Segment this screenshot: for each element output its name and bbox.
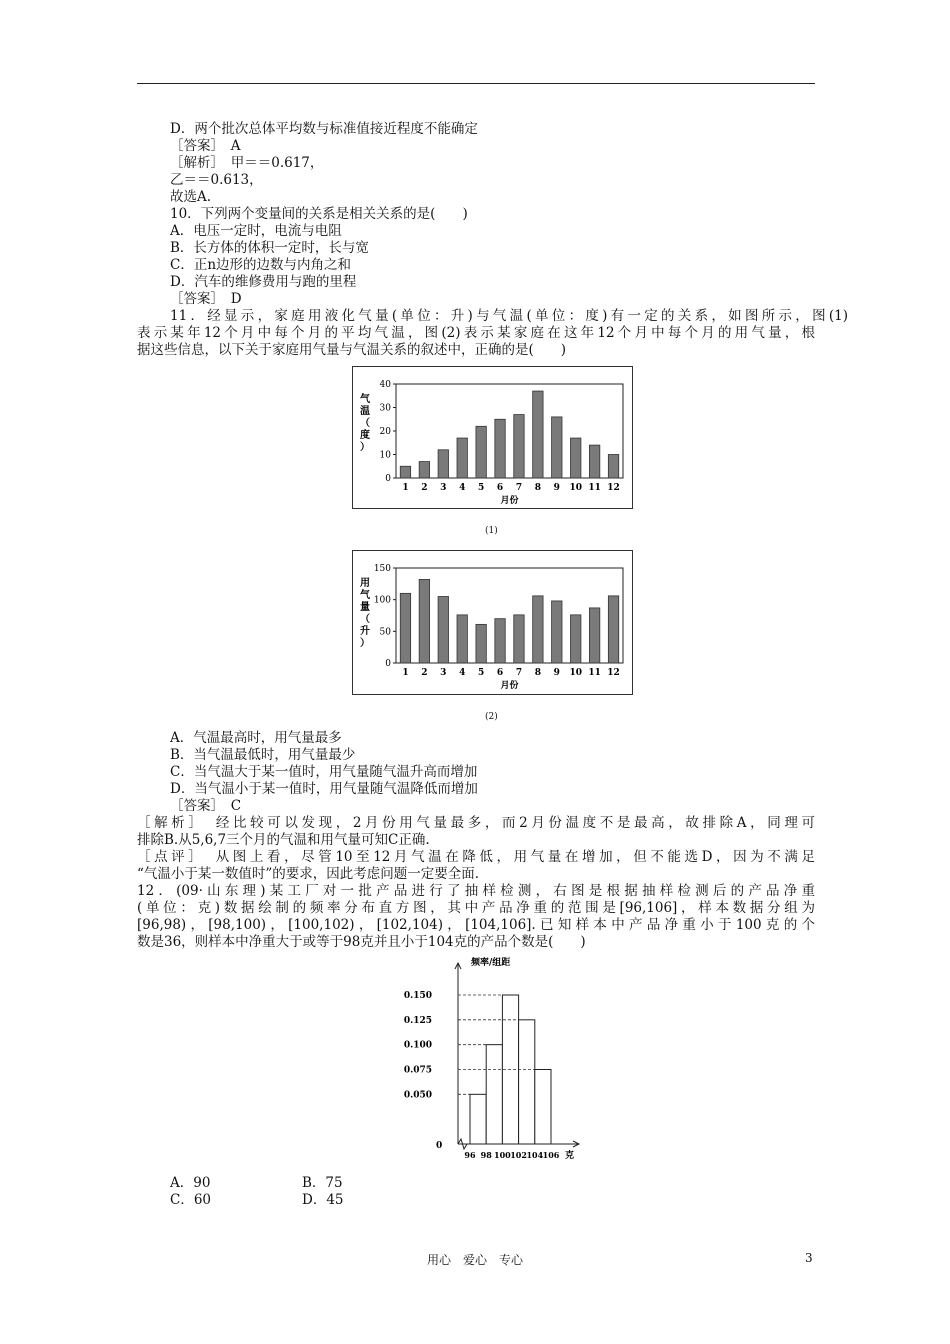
bar <box>476 624 486 663</box>
x-axis-label: 克 <box>565 1151 575 1161</box>
text-line: 故选A. <box>170 189 212 205</box>
x-tick-label: 96 <box>464 1150 476 1160</box>
x-tick-label: 10 <box>569 483 582 493</box>
bar <box>400 593 410 663</box>
bar <box>514 415 524 478</box>
x-tick-label: 4 <box>459 668 466 678</box>
y-tick-label: 40 <box>379 380 391 390</box>
text-line: ［解析］ 经比较可以发现，2月份用气量最多，而2月份温度不是最高，故排除A，同理可 <box>137 815 815 831</box>
x-tick-label: 7 <box>515 668 523 678</box>
y-tick-label: 0.050 <box>403 1090 432 1101</box>
text-line: C．当气温大于某一值时，用气量随气温升高而增加 <box>170 764 478 780</box>
plot-area <box>396 568 623 663</box>
x-tick-label: 104 <box>526 1150 544 1160</box>
x-tick-label: 10 <box>569 668 582 678</box>
text-line: 乙＝＝0.613， <box>170 172 263 188</box>
y-tick-label: 150 <box>373 564 391 574</box>
bar <box>571 438 581 478</box>
text-line: B．当气温最低时，用气量最少 <box>170 747 356 763</box>
bar <box>589 608 599 663</box>
y-tick-label: 10 <box>379 450 391 461</box>
text-line: 排除B.从5,6,7三个月的气温和用气量可知C正确. <box>137 832 430 848</box>
x-tick-label: 6 <box>496 483 504 493</box>
page-footer: 用心 爱心 专心 <box>426 1253 523 1267</box>
text-line: 据这些信息，以下关于家庭用气量与气温关系的叙述中，正确的是( ) <box>137 342 567 358</box>
x-tick-label: 98 <box>480 1150 492 1160</box>
y-tick-label: 0 <box>385 474 391 484</box>
x-tick-label: 5 <box>477 483 485 493</box>
text-line: A．电压一定时，电流与电阻 <box>170 223 342 239</box>
y-tick-label: 0.075 <box>403 1065 432 1076</box>
y-tick-label: 100 <box>373 595 391 606</box>
x-tick-label: 9 <box>553 483 560 493</box>
text-line: [96,98)，[98,100)，[100,102)，[102,104)，[104,106].已知样本中产品净重小于100克的个 <box>137 917 815 933</box>
histogram-bar <box>470 1094 486 1144</box>
y-axis-label-char: 度 <box>360 430 370 441</box>
text-line: 表示某年12个月中每个月的平均气温，图(2)表示某家庭在这年12个月中每个月的用气量，根 <box>137 325 815 341</box>
x-tick-label: 6 <box>496 668 504 678</box>
x-tick-label: 7 <box>515 483 523 493</box>
bar <box>476 426 486 478</box>
y-tick-label: 50 <box>379 627 391 638</box>
bar <box>533 391 543 478</box>
x-tick-label: 3 <box>440 668 447 678</box>
text-line: “气温小于某一数值时”的要求，因此考虑问题一定要全面. <box>137 866 480 882</box>
x-tick-label: 1 <box>402 668 409 678</box>
histogram-bar <box>519 1020 535 1144</box>
bar <box>457 438 467 478</box>
y-tick-label: 0.100 <box>403 1040 432 1051</box>
x-tick-label: 11 <box>588 483 601 493</box>
bar <box>533 596 543 663</box>
text-line: D．两个批次总体平均数与标准值接近程度不能确定 <box>170 121 478 137</box>
bar <box>608 455 618 479</box>
histogram-bar <box>486 1045 502 1144</box>
x-tick-label: 100 <box>494 1150 511 1160</box>
bar <box>438 450 448 478</box>
chart-1-caption: (1) <box>485 526 498 536</box>
y-tick-label: 20 <box>379 427 391 437</box>
text-line: C．正n边形的边数与内角之和 <box>170 257 352 273</box>
y-axis-label-char: 用 <box>360 578 370 589</box>
y-axis-label-char: ） <box>360 442 370 453</box>
y-tick-label: 0.150 <box>403 991 432 1001</box>
bar <box>419 462 429 478</box>
text-line: ［答案］ D <box>170 291 242 307</box>
x-tick-label: 106 <box>542 1150 560 1160</box>
chart-2-box <box>352 550 633 695</box>
bar <box>438 597 448 664</box>
chart-1-box <box>352 366 633 509</box>
bar <box>514 615 524 663</box>
bar <box>495 419 505 478</box>
x-tick-label: 4 <box>459 483 466 493</box>
temperature-bar-chart <box>353 367 632 508</box>
bar <box>400 466 410 478</box>
text-line: 10．下列两个变量间的关系是相关关系的是( ) <box>170 206 468 222</box>
text-line: ［答案］ A <box>170 138 241 154</box>
frequency-histogram <box>398 955 598 1165</box>
page-number: 3 <box>805 1251 813 1265</box>
x-tick-label: 1 <box>402 483 409 493</box>
origin-label: 0 <box>436 1141 443 1151</box>
header-rule <box>137 83 815 84</box>
option-d: D．45 <box>302 1192 344 1208</box>
x-axis-label: 月份 <box>500 496 519 506</box>
x-tick-label: 12 <box>607 483 620 493</box>
bar <box>552 601 562 663</box>
text-line: (单位：克)数据绘制的频率分布直方图，其中产品净重的范围是[96,106]，样本数据分组为 <box>137 900 815 916</box>
plot-area <box>396 384 623 478</box>
bar <box>571 615 581 663</box>
text-line: D．汽车的维修费用与跑的里程 <box>170 274 357 290</box>
text-line: D．当气温小于某一值时，用气量随气温降低而增加 <box>170 781 478 797</box>
option-c: C．60 <box>170 1192 212 1208</box>
x-tick-label: 5 <box>477 668 485 678</box>
text-line: A．气温最高时，用气量最多 <box>170 730 342 746</box>
text-line: B．长方体的体积一定时，长与宽 <box>170 240 369 256</box>
bar <box>608 596 618 663</box>
text-line: ［解析］ 甲＝＝0.617， <box>170 155 324 171</box>
y-tick-label: 0 <box>385 659 391 669</box>
bar <box>419 579 429 663</box>
gas-usage-bar-chart <box>353 551 632 694</box>
x-tick-label: 2 <box>421 483 428 493</box>
text-line: 数是36，则样本中净重大于或等于98克并且小于104克的产品个数是( ) <box>137 934 586 950</box>
y-axis-label-char: 气 <box>360 394 370 405</box>
chart-2-caption: (2) <box>485 712 498 722</box>
option-a: A．90 <box>170 1175 211 1191</box>
text-line: 11．经显示，家庭用液化气量(单位：升)与气温(单位：度)有一定的关系，如图所示，图(1) <box>170 308 848 324</box>
x-tick-label: 11 <box>588 668 601 678</box>
y-axis-label-char: 气 <box>360 590 370 601</box>
bar <box>457 615 467 663</box>
y-axis-label-char: ） <box>360 638 370 649</box>
text-line: ［点评］ 从图上看，尽管10至12月气温在降低，用气量在增加，但不能选D，因为不满足 <box>137 849 815 865</box>
y-tick-label: 0.125 <box>403 1015 432 1026</box>
y-axis-label-char: （ <box>360 418 370 429</box>
x-tick-label: 2 <box>421 668 428 678</box>
y-axis-label: 频率/组距 <box>471 958 511 968</box>
x-axis-label: 月份 <box>500 681 519 691</box>
x-tick-label: 8 <box>534 668 542 678</box>
option-b: B．75 <box>302 1175 343 1191</box>
text-line: 12．(09·山东理)某工厂对一批产品进行了抽样检测，右图是根据抽样检测后的产品净重 <box>137 883 815 899</box>
y-axis-label-char: 温 <box>360 406 370 417</box>
bar <box>552 417 562 478</box>
bar <box>589 445 599 478</box>
x-tick-label: 8 <box>534 483 542 493</box>
x-tick-label: 3 <box>440 483 447 493</box>
x-tick-label: 12 <box>607 668 620 678</box>
text-line: ［答案］ C <box>170 798 242 814</box>
x-tick-label: 9 <box>553 668 560 678</box>
y-axis-label-char: （ <box>360 614 370 625</box>
y-tick-label: 30 <box>379 403 391 414</box>
x-tick-label: 102 <box>510 1150 527 1160</box>
histogram-bar <box>535 1070 551 1145</box>
bar <box>495 619 505 663</box>
y-axis-label-char: 升 <box>360 626 370 637</box>
y-axis-label-char: 量 <box>360 602 370 613</box>
